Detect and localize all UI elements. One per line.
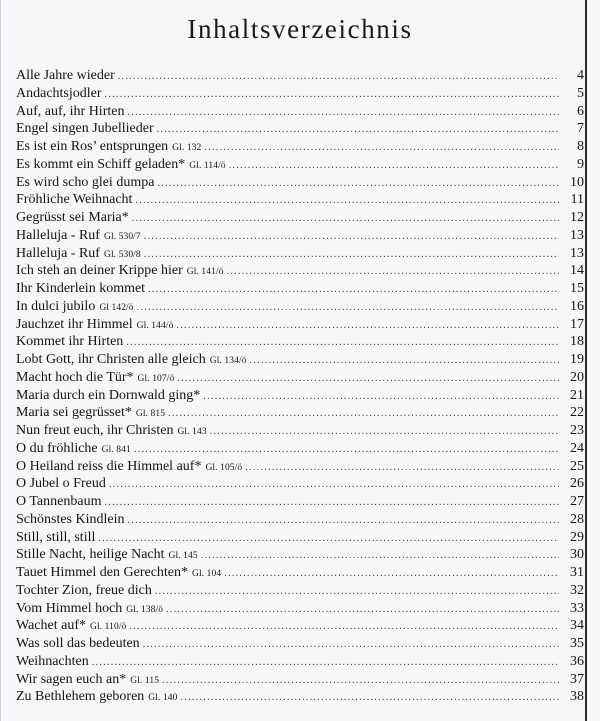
- song-title: Es wird scho glei dumpa: [16, 174, 155, 190]
- hymnal-reference: Gl. 132: [172, 143, 202, 153]
- page-number: 15: [570, 281, 584, 296]
- page-number: 17: [570, 316, 584, 332]
- hymnal-reference: Gl 142/ö: [99, 302, 134, 313]
- dot-leader: [129, 618, 559, 636]
- song-title: Lobt Gott, ihr Christen alle gleich: [16, 352, 206, 367]
- dot-leader: [201, 547, 559, 565]
- hymnal-reference: Gl. 105/ö: [205, 462, 243, 473]
- page-number: 13: [570, 227, 584, 243]
- toc-entry[interactable]: [16, 103, 584, 121]
- page-number: 29: [570, 529, 584, 545]
- toc-entry[interactable]: [16, 529, 584, 547]
- page-number: 7: [577, 121, 584, 137]
- dot-leader: [135, 192, 559, 210]
- toc-entry[interactable]: [16, 387, 584, 405]
- page-number: 38: [570, 689, 584, 705]
- toc-entry[interactable]: [16, 120, 584, 138]
- song-title: Auf, auf, ihr Hirten: [16, 103, 125, 119]
- page-number: 24: [570, 440, 584, 456]
- page-number: 13: [570, 245, 584, 261]
- toc-entry[interactable]: [16, 475, 584, 493]
- toc-entry[interactable]: [16, 369, 584, 387]
- dot-leader: [250, 352, 559, 370]
- song-title: Halleluja - Ruf: [16, 245, 100, 261]
- song-title: Vom Himmel hoch: [16, 600, 123, 616]
- page-number: 5: [577, 85, 584, 101]
- dot-leader: [155, 583, 559, 601]
- song-title: Ich steh an deiner Krippe hier: [16, 263, 183, 279]
- page-right-edge: [585, 0, 587, 721]
- song-title: Gegrüsst sei Maria*: [16, 210, 129, 225]
- page-number: 16: [570, 298, 584, 314]
- dot-leader: [127, 104, 559, 122]
- dot-leader: [229, 157, 559, 175]
- toc-entry[interactable]: [16, 156, 584, 174]
- toc-entry[interactable]: [16, 191, 584, 209]
- hymnal-reference: Gl. 143: [177, 427, 207, 437]
- page-number: 11: [570, 192, 584, 208]
- toc-entry[interactable]: [16, 440, 584, 458]
- song-title: Schönstes Kindlein: [16, 511, 125, 527]
- song-title: Kommet ihr Hirten: [16, 334, 124, 350]
- page-number: 20: [570, 369, 584, 385]
- page-number: 25: [570, 458, 584, 474]
- dot-leader: [181, 689, 560, 707]
- toc-entry[interactable]: [16, 422, 584, 440]
- page-number: 35: [570, 636, 584, 651]
- toc-entry[interactable]: [16, 262, 584, 280]
- dot-leader: [177, 370, 559, 388]
- dot-leader: [204, 139, 559, 157]
- hymnal-reference: Gl. 110/ö: [90, 622, 127, 633]
- dot-leader: [144, 246, 559, 264]
- dot-leader: [126, 334, 559, 352]
- song-title: Zu Bethlehem geboren: [16, 689, 145, 705]
- page-number: 19: [570, 352, 584, 367]
- page-title: Inhaltsverzeichnis: [187, 14, 413, 44]
- dot-leader: [157, 121, 559, 139]
- page-number: 36: [570, 653, 584, 669]
- toc-entry[interactable]: [16, 564, 584, 582]
- hymnal-reference: Gl. 841: [101, 444, 131, 455]
- song-title: O Heiland reiss die Himmel auf*: [16, 458, 202, 474]
- toc-entry[interactable]: [16, 333, 584, 351]
- song-title: Es ist ein Ros’ entsprungen: [16, 139, 169, 154]
- dot-leader: [148, 281, 559, 299]
- dot-leader: [162, 672, 559, 690]
- dot-leader: [203, 388, 559, 406]
- toc-entry[interactable]: [16, 209, 584, 227]
- dot-leader: [245, 459, 559, 477]
- song-title: Ihr Kinderlein kommet: [16, 281, 146, 296]
- dot-leader: [143, 636, 559, 654]
- toc-entry[interactable]: [16, 635, 584, 653]
- hymnal-reference: Gl. 144/ö: [136, 320, 174, 331]
- song-title: Andachtsjodler: [16, 85, 102, 101]
- toc-entry[interactable]: [16, 351, 584, 369]
- page-number: 8: [577, 139, 584, 154]
- toc-entry[interactable]: [16, 546, 584, 564]
- dot-leader: [118, 68, 559, 86]
- toc-entry[interactable]: [16, 67, 584, 85]
- dot-leader: [168, 405, 559, 423]
- toc-entry[interactable]: [16, 245, 584, 263]
- toc-entry[interactable]: [16, 653, 584, 671]
- hymnal-reference: Gl. 140: [148, 693, 178, 704]
- hymnal-reference: Gl. 138/ö: [126, 604, 164, 615]
- song-title: Still, still, still: [16, 529, 96, 545]
- dot-leader: [166, 601, 559, 619]
- dot-leader: [157, 175, 559, 193]
- song-title: Tauet Himmel den Gerechten*: [16, 565, 189, 580]
- toc-entry[interactable]: [16, 582, 584, 600]
- hymnal-reference: Gl. 145: [168, 551, 198, 562]
- dot-leader: [224, 565, 559, 583]
- dot-leader: [104, 494, 559, 512]
- toc-entry[interactable]: [16, 617, 584, 635]
- dot-leader: [98, 530, 559, 548]
- page-number: 37: [570, 671, 584, 687]
- page-number: 33: [570, 600, 584, 616]
- song-title: In dulci jubilo: [16, 298, 96, 314]
- page-number: 21: [570, 387, 584, 403]
- toc-entry[interactable]: [16, 404, 584, 422]
- song-title: Macht hoch die Tür*: [16, 369, 134, 385]
- page-number: 9: [577, 156, 584, 172]
- page-number: 10: [570, 174, 584, 190]
- hymnal-reference: Gl. 107/ö: [137, 373, 175, 384]
- page-number: 27: [570, 494, 584, 509]
- song-title: Fröhliche Weihnacht: [16, 192, 133, 208]
- hymnal-reference: Gl. 114/ö: [189, 160, 226, 171]
- toc-entry[interactable]: [16, 688, 584, 706]
- toc-entry[interactable]: [16, 174, 584, 192]
- hymnal-reference: Gl. 141/ö: [186, 267, 224, 278]
- hymnal-reference: Gl. 815: [135, 409, 166, 420]
- toc-entry[interactable]: [16, 600, 584, 618]
- page-number: 12: [570, 210, 584, 225]
- dot-leader: [128, 512, 560, 530]
- dot-leader: [227, 263, 559, 281]
- dot-leader: [132, 210, 559, 228]
- song-title: Tochter Zion, freue dich: [16, 582, 152, 598]
- page-number: 4: [577, 68, 584, 83]
- page-left-edge: [0, 0, 1, 721]
- page-number: 26: [570, 476, 584, 492]
- toc-entry[interactable]: [16, 85, 584, 103]
- page-number: 32: [570, 582, 584, 598]
- dot-leader: [210, 423, 559, 441]
- table-of-contents: [16, 67, 584, 706]
- dot-leader: [144, 228, 559, 246]
- page-number: 14: [570, 263, 584, 279]
- page-number: 31: [570, 565, 584, 580]
- dot-leader: [137, 299, 559, 317]
- page-number: 22: [570, 405, 584, 421]
- song-title: O Jubel o Freud: [16, 476, 106, 492]
- song-title: O du fröhliche: [16, 440, 98, 456]
- song-title: O Tannenbaum: [16, 494, 102, 509]
- song-title: Es kommt ein Schiff geladen*: [16, 156, 186, 172]
- song-title: Wachet auf*: [16, 618, 86, 634]
- page-number: 30: [570, 547, 584, 563]
- song-title: Halleluja - Ruf: [16, 227, 100, 243]
- dot-leader: [134, 441, 559, 459]
- song-title: Jauchzet ihr Himmel: [16, 316, 133, 332]
- song-title: Nun freut euch, ihr Christen: [16, 423, 174, 438]
- hymnal-reference: Gl. 134/ö: [209, 356, 247, 366]
- song-title: Engel singen Jubellieder: [16, 121, 154, 137]
- page-number: 23: [570, 423, 584, 438]
- toc-entry[interactable]: [16, 671, 584, 689]
- page-number: 34: [570, 618, 584, 634]
- dot-leader: [176, 317, 559, 335]
- dot-leader: [92, 654, 559, 672]
- toc-entry[interactable]: [16, 227, 584, 245]
- hymnal-reference: Gl. 530/8: [103, 249, 141, 260]
- toc-entry[interactable]: [16, 511, 584, 529]
- toc-entry[interactable]: [16, 458, 584, 476]
- page-number: 28: [570, 511, 584, 527]
- toc-entry[interactable]: [16, 138, 584, 156]
- hymnal-reference: Gl. 104: [192, 569, 222, 579]
- song-title: Maria durch ein Dornwald ging*: [16, 387, 201, 403]
- dot-leader: [109, 476, 559, 494]
- page-number: 18: [570, 334, 584, 350]
- song-title: Maria sei gegrüsset*: [16, 405, 132, 421]
- song-title: Was soll das bedeuten: [16, 636, 140, 651]
- toc-entry[interactable]: [16, 316, 584, 334]
- toc-entry[interactable]: [16, 493, 584, 511]
- dot-leader: [105, 86, 559, 104]
- song-title: Stille Nacht, heilige Nacht: [16, 547, 165, 563]
- page-number: 6: [577, 103, 584, 119]
- song-title: Wir sagen euch an*: [16, 671, 127, 687]
- toc-entry[interactable]: [16, 280, 584, 298]
- toc-entry[interactable]: [16, 298, 584, 316]
- hymnal-reference: Gl. 115: [130, 675, 160, 686]
- hymnal-reference: Gl. 530/7: [103, 231, 141, 242]
- song-title: Alle Jahre wieder: [16, 68, 115, 83]
- song-title: Weihnachten: [16, 653, 89, 669]
